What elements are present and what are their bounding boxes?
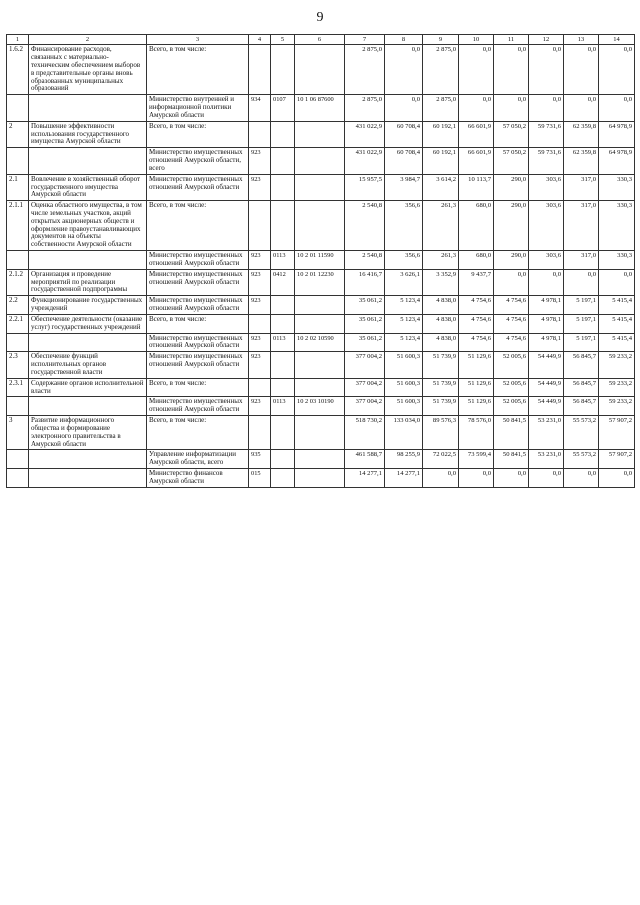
row-number (7, 469, 29, 488)
year-2020-value: 57 907,2 (599, 416, 635, 450)
year-2016-value: 0,0 (459, 469, 494, 488)
measure-name: Вовлечение в хозяйственный оборот государственного имущества Амурской области (29, 174, 147, 200)
year-2015-value: 60 192,1 (423, 121, 459, 147)
total-value: 2 540,8 (345, 201, 385, 251)
year-2015-value: 4 838,0 (423, 314, 459, 333)
year-2014-value: 98 255,9 (385, 450, 423, 469)
year-2017-value: 0,0 (494, 45, 529, 95)
year-2020-value: 59 233,2 (599, 352, 635, 378)
year-2017-value: 57 050,2 (494, 121, 529, 147)
responsible-executor: Всего, в том числе: (147, 201, 249, 251)
year-2016-value: 51 129,6 (459, 397, 494, 416)
year-2019-value: 56 845,7 (564, 397, 599, 416)
responsible-executor: Министерство имущественных отношений Амурской области (147, 333, 249, 352)
responsible-executor: Министерство имущественных отношений Амурской области (147, 397, 249, 416)
grbs-code (249, 314, 271, 333)
year-2019-value: 317,0 (564, 251, 599, 270)
row-number: 2.2 (7, 296, 29, 315)
row-number: 2.1.1 (7, 201, 29, 251)
year-2015-value: 3 614,2 (423, 174, 459, 200)
table-row (7, 296, 635, 315)
year-2018-value: 0,0 (529, 45, 564, 95)
measure-name (29, 148, 147, 174)
year-2017-value: 52 005,6 (494, 352, 529, 378)
row-number: 2.1 (7, 174, 29, 200)
column-number-14: 14 (599, 35, 635, 45)
year-2017-value: 290,0 (494, 201, 529, 251)
measure-name (29, 95, 147, 121)
year-2018-value: 54 449,9 (529, 378, 564, 397)
column-number-2: 2 (29, 35, 147, 45)
csr-code (295, 352, 345, 378)
year-2019-value: 5 197,1 (564, 296, 599, 315)
csr-code: 10 2 03 10190 (295, 397, 345, 416)
year-2014-value: 60 708,4 (385, 121, 423, 147)
grbs-code (249, 378, 271, 397)
year-2014-value: 51 600,3 (385, 352, 423, 378)
year-2018-value: 303,6 (529, 174, 564, 200)
year-2020-value: 59 233,2 (599, 397, 635, 416)
csr-code (295, 416, 345, 450)
year-2020-value: 64 978,9 (599, 148, 635, 174)
total-value: 431 022,9 (345, 121, 385, 147)
year-2019-value: 62 359,8 (564, 121, 599, 147)
measure-name: Развитие информационного общества и формирование электронного правительства в Амурской области (29, 416, 147, 450)
year-2017-value: 0,0 (494, 269, 529, 295)
responsible-executor: Министерство внутренней и информационной политики Амурской области (147, 95, 249, 121)
csr-code (295, 378, 345, 397)
rzpr-code (271, 352, 295, 378)
csr-code (295, 45, 345, 95)
year-2015-value: 261,3 (423, 201, 459, 251)
measure-name (29, 450, 147, 469)
csr-code: 10 1 06 87600 (295, 95, 345, 121)
column-number-6: 6 (295, 35, 345, 45)
measure-name: Содержание органов исполнительной власти (29, 378, 147, 397)
csr-code (295, 314, 345, 333)
table-row (7, 95, 635, 121)
responsible-executor: Министерство имущественных отношений Амурской области (147, 352, 249, 378)
rzpr-code: 0412 (271, 269, 295, 295)
year-2020-value: 57 907,2 (599, 450, 635, 469)
column-number-10: 10 (459, 35, 494, 45)
year-2015-value: 4 838,0 (423, 333, 459, 352)
grbs-code (249, 121, 271, 147)
year-2015-value: 89 576,3 (423, 416, 459, 450)
page-number: 9 (316, 10, 324, 25)
year-2014-value: 51 600,3 (385, 378, 423, 397)
total-value: 35 061,2 (345, 296, 385, 315)
column-number-11: 11 (494, 35, 529, 45)
grbs-code: 015 (249, 469, 271, 488)
measure-name: Обеспечение деятельности (оказание услуг) государственных учреждений (29, 314, 147, 333)
measure-name (29, 469, 147, 488)
year-2020-value: 59 233,2 (599, 378, 635, 397)
year-2018-value: 0,0 (529, 469, 564, 488)
year-2014-value: 356,6 (385, 201, 423, 251)
year-2020-value: 5 415,4 (599, 296, 635, 315)
year-2020-value: 0,0 (599, 45, 635, 95)
year-2016-value: 73 599,4 (459, 450, 494, 469)
year-2019-value: 56 845,7 (564, 378, 599, 397)
year-2014-value: 5 123,4 (385, 296, 423, 315)
year-2018-value: 0,0 (529, 95, 564, 121)
total-value: 2 540,8 (345, 251, 385, 270)
grbs-code: 935 (249, 450, 271, 469)
year-2020-value: 5 415,4 (599, 314, 635, 333)
table-row (7, 397, 635, 416)
rzpr-code: 0107 (271, 95, 295, 121)
year-2015-value: 2 875,0 (423, 45, 459, 95)
row-number: 2.3.1 (7, 378, 29, 397)
measure-name (29, 251, 147, 270)
year-2018-value: 54 449,9 (529, 352, 564, 378)
column-number-9: 9 (423, 35, 459, 45)
column-number-12: 12 (529, 35, 564, 45)
year-2017-value: 290,0 (494, 174, 529, 200)
year-2018-value: 303,6 (529, 201, 564, 251)
row-number (7, 397, 29, 416)
year-2018-value: 53 231,0 (529, 450, 564, 469)
year-2019-value: 317,0 (564, 201, 599, 251)
total-value: 35 061,2 (345, 314, 385, 333)
year-2018-value: 303,6 (529, 251, 564, 270)
year-2016-value: 10 113,7 (459, 174, 494, 200)
total-value: 14 277,1 (345, 469, 385, 488)
year-2015-value: 51 739,9 (423, 378, 459, 397)
total-value: 35 061,2 (345, 333, 385, 352)
year-2019-value: 55 573,2 (564, 450, 599, 469)
year-2019-value: 5 197,1 (564, 314, 599, 333)
rzpr-code (271, 314, 295, 333)
table-row (7, 121, 635, 147)
year-2019-value: 0,0 (564, 95, 599, 121)
rzpr-code (271, 201, 295, 251)
year-2020-value: 0,0 (599, 95, 635, 121)
row-number: 2.3 (7, 352, 29, 378)
year-2016-value: 4 754,6 (459, 333, 494, 352)
year-2015-value: 51 739,9 (423, 352, 459, 378)
year-2018-value: 53 231,0 (529, 416, 564, 450)
year-2020-value: 64 978,9 (599, 121, 635, 147)
rzpr-code (271, 416, 295, 450)
csr-code: 10 2 01 12230 (295, 269, 345, 295)
year-2019-value: 0,0 (564, 269, 599, 295)
year-2018-value: 0,0 (529, 269, 564, 295)
year-2016-value: 51 129,6 (459, 352, 494, 378)
year-2016-value: 4 754,6 (459, 314, 494, 333)
grbs-code: 923 (249, 251, 271, 270)
csr-code (295, 148, 345, 174)
table-row (7, 45, 635, 95)
rzpr-code (271, 296, 295, 315)
year-2014-value: 3 626,1 (385, 269, 423, 295)
row-number (7, 251, 29, 270)
rzpr-code (271, 121, 295, 147)
measure-name (29, 397, 147, 416)
year-2020-value: 0,0 (599, 469, 635, 488)
year-2014-value: 5 123,4 (385, 314, 423, 333)
total-value: 518 730,2 (345, 416, 385, 450)
column-number-4: 4 (249, 35, 271, 45)
total-value: 16 416,7 (345, 269, 385, 295)
year-2017-value: 4 754,6 (494, 296, 529, 315)
responsible-executor: Министерство имущественных отношений Амурской области (147, 174, 249, 200)
column-number-row (7, 35, 635, 45)
measure-name: Повышение эффективности использования государственного имущества Амурской области (29, 121, 147, 147)
grbs-code (249, 416, 271, 450)
year-2014-value: 60 708,4 (385, 148, 423, 174)
year-2017-value: 0,0 (494, 95, 529, 121)
csr-code: 10 2 01 11590 (295, 251, 345, 270)
year-2019-value: 317,0 (564, 174, 599, 200)
measure-name: Обеспечение функций исполнительных органов государственной власти (29, 352, 147, 378)
rzpr-code: 0113 (271, 333, 295, 352)
table-row (7, 416, 635, 450)
table-row (7, 469, 635, 488)
total-value: 377 004,2 (345, 378, 385, 397)
column-number-1: 1 (7, 35, 29, 45)
grbs-code: 923 (249, 333, 271, 352)
year-2018-value: 59 731,6 (529, 121, 564, 147)
column-number-8: 8 (385, 35, 423, 45)
year-2014-value: 5 123,4 (385, 333, 423, 352)
grbs-code (249, 45, 271, 95)
table-row (7, 314, 635, 333)
measure-name: Функционирование государственных учреждений (29, 296, 147, 315)
total-value: 377 004,2 (345, 397, 385, 416)
year-2015-value: 2 875,0 (423, 95, 459, 121)
table-row (7, 450, 635, 469)
row-number (7, 333, 29, 352)
csr-code (295, 469, 345, 488)
year-2017-value: 50 841,5 (494, 450, 529, 469)
table-row (7, 333, 635, 352)
rzpr-code (271, 450, 295, 469)
measure-name: Финансирование расходов, связанных с материально-техническим обеспечением выборов в представительные органы вновь образованных муниципальных образований (29, 45, 147, 95)
grbs-code: 934 (249, 95, 271, 121)
total-value: 2 875,0 (345, 45, 385, 95)
row-number (7, 148, 29, 174)
csr-code (295, 450, 345, 469)
year-2017-value: 52 005,6 (494, 378, 529, 397)
total-value: 15 957,5 (345, 174, 385, 200)
year-2016-value: 9 437,7 (459, 269, 494, 295)
year-2016-value: 66 601,9 (459, 121, 494, 147)
csr-code (295, 174, 345, 200)
grbs-code: 923 (249, 174, 271, 200)
year-2020-value: 0,0 (599, 269, 635, 295)
year-2015-value: 3 352,9 (423, 269, 459, 295)
year-2020-value: 5 415,4 (599, 333, 635, 352)
year-2017-value: 4 754,6 (494, 333, 529, 352)
year-2019-value: 62 359,8 (564, 148, 599, 174)
year-2016-value: 66 601,9 (459, 148, 494, 174)
year-2017-value: 50 841,5 (494, 416, 529, 450)
year-2018-value: 4 978,1 (529, 333, 564, 352)
table-row (7, 148, 635, 174)
row-number: 2.2.1 (7, 314, 29, 333)
total-value: 461 588,7 (345, 450, 385, 469)
column-number-5: 5 (271, 35, 295, 45)
column-number-7: 7 (345, 35, 385, 45)
year-2019-value: 56 845,7 (564, 352, 599, 378)
year-2015-value: 51 739,9 (423, 397, 459, 416)
year-2015-value: 261,3 (423, 251, 459, 270)
total-value: 2 875,0 (345, 95, 385, 121)
total-value: 377 004,2 (345, 352, 385, 378)
row-number: 3 (7, 416, 29, 450)
year-2014-value: 356,6 (385, 251, 423, 270)
table-row (7, 378, 635, 397)
year-2018-value: 59 731,6 (529, 148, 564, 174)
grbs-code: 923 (249, 352, 271, 378)
year-2014-value: 3 984,7 (385, 174, 423, 200)
csr-code: 10 2 02 10590 (295, 333, 345, 352)
row-number: 2 (7, 121, 29, 147)
year-2014-value: 0,0 (385, 95, 423, 121)
row-number: 1.6.2 (7, 45, 29, 95)
table-row (7, 174, 635, 200)
table-row (7, 269, 635, 295)
year-2016-value: 0,0 (459, 95, 494, 121)
year-2018-value: 4 978,1 (529, 296, 564, 315)
year-2018-value: 54 449,9 (529, 397, 564, 416)
year-2015-value: 0,0 (423, 469, 459, 488)
year-2016-value: 78 576,0 (459, 416, 494, 450)
year-2020-value: 330,3 (599, 251, 635, 270)
responsible-executor: Всего, в том числе: (147, 45, 249, 95)
measure-name (29, 333, 147, 352)
year-2017-value: 290,0 (494, 251, 529, 270)
year-2016-value: 4 754,6 (459, 296, 494, 315)
year-2020-value: 330,3 (599, 174, 635, 200)
measure-name: Оценка областного имущества, в том числе земельных участков, акций открытых акционерных обществ и оформление правоустанавливающих документов на объекты собственности Амурской области (29, 201, 147, 251)
year-2014-value: 14 277,1 (385, 469, 423, 488)
year-2016-value: 51 129,6 (459, 378, 494, 397)
year-2017-value: 52 005,6 (494, 397, 529, 416)
year-2018-value: 4 978,1 (529, 314, 564, 333)
budget-table (6, 34, 635, 488)
csr-code (295, 296, 345, 315)
year-2016-value: 680,0 (459, 201, 494, 251)
year-2019-value: 5 197,1 (564, 333, 599, 352)
table-row (7, 201, 635, 251)
year-2015-value: 72 022,5 (423, 450, 459, 469)
rzpr-code (271, 174, 295, 200)
year-2016-value: 0,0 (459, 45, 494, 95)
responsible-executor: Министерство финансов Амурской области (147, 469, 249, 488)
year-2015-value: 4 838,0 (423, 296, 459, 315)
row-number: 2.1.2 (7, 269, 29, 295)
year-2014-value: 133 034,0 (385, 416, 423, 450)
csr-code (295, 201, 345, 251)
rzpr-code: 0113 (271, 251, 295, 270)
year-2017-value: 0,0 (494, 469, 529, 488)
rzpr-code (271, 469, 295, 488)
table-row (7, 251, 635, 270)
year-2019-value: 55 573,2 (564, 416, 599, 450)
grbs-code: 923 (249, 148, 271, 174)
responsible-executor: Министерство имущественных отношений Амурской области (147, 269, 249, 295)
rzpr-code (271, 45, 295, 95)
responsible-executor: Всего, в том числе: (147, 121, 249, 147)
year-2016-value: 680,0 (459, 251, 494, 270)
year-2019-value: 0,0 (564, 45, 599, 95)
year-2020-value: 330,3 (599, 201, 635, 251)
responsible-executor: Управление информатизации Амурской области, всего (147, 450, 249, 469)
grbs-code (249, 201, 271, 251)
rzpr-code: 0113 (271, 397, 295, 416)
responsible-executor: Всего, в том числе: (147, 314, 249, 333)
responsible-executor: Всего, в том числе: (147, 378, 249, 397)
grbs-code: 923 (249, 397, 271, 416)
measure-name: Организация и проведение мероприятий по реализации государственной подпрограммы (29, 269, 147, 295)
table-body (7, 45, 635, 487)
year-2019-value: 0,0 (564, 469, 599, 488)
year-2017-value: 57 050,2 (494, 148, 529, 174)
year-2017-value: 4 754,6 (494, 314, 529, 333)
table-row (7, 352, 635, 378)
column-number-13: 13 (564, 35, 599, 45)
responsible-executor: Министерство имущественных отношений Амурской области (147, 251, 249, 270)
year-2014-value: 51 600,3 (385, 397, 423, 416)
total-value: 431 022,9 (345, 148, 385, 174)
year-2015-value: 60 192,1 (423, 148, 459, 174)
csr-code (295, 121, 345, 147)
rzpr-code (271, 148, 295, 174)
grbs-code: 923 (249, 269, 271, 295)
row-number (7, 450, 29, 469)
column-number-3: 3 (147, 35, 249, 45)
rzpr-code (271, 378, 295, 397)
responsible-executor: Министерство имущественных отношений Амурской области, всего (147, 148, 249, 174)
row-number (7, 95, 29, 121)
responsible-executor: Всего, в том числе: (147, 416, 249, 450)
responsible-executor: Министерство имущественных отношений Амурской области (147, 296, 249, 315)
grbs-code: 923 (249, 296, 271, 315)
year-2014-value: 0,0 (385, 45, 423, 95)
